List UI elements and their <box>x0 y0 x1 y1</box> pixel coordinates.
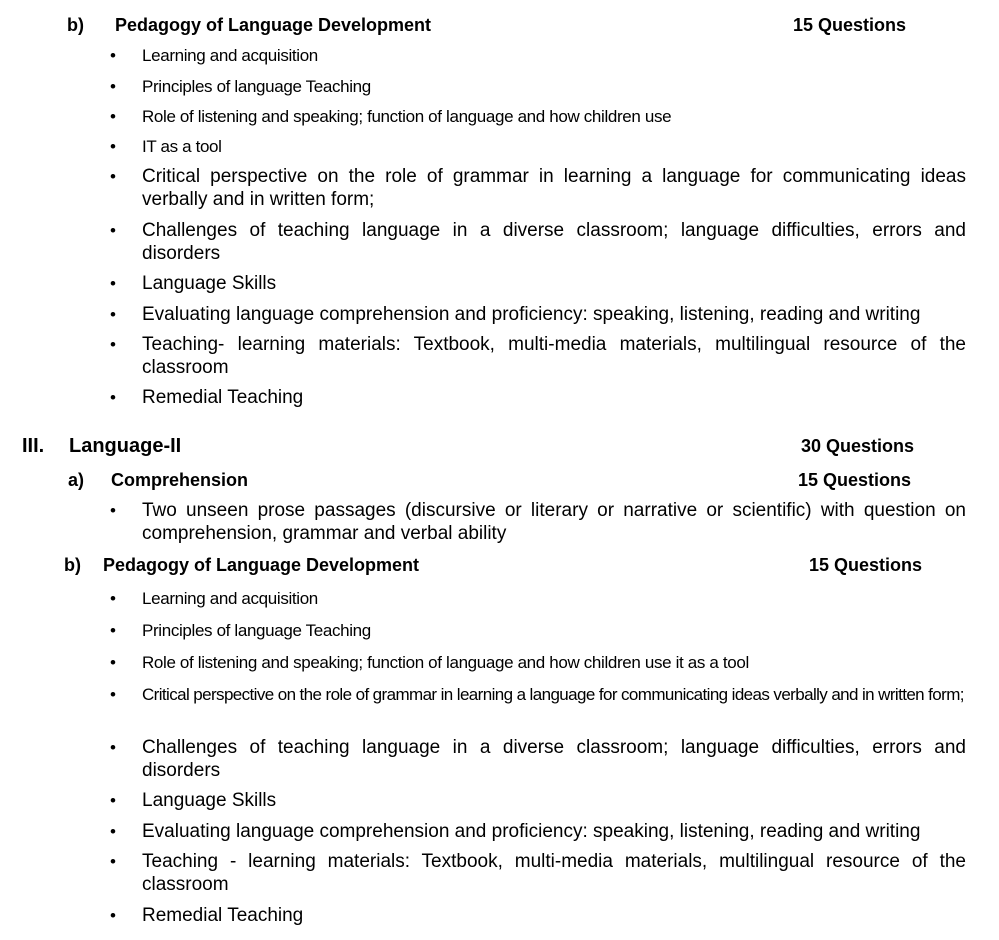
list-item-text: Evaluating language comprehension and proficiency: speaking, listening, reading and writing <box>142 821 921 842</box>
part-b-title: Pedagogy of Language Development <box>103 555 420 575</box>
list-item-text: Remedial Teaching <box>142 387 304 408</box>
list-item-text: Evaluating language comprehension and proficiency: speaking, listening, reading and writing <box>142 304 921 325</box>
list-item-text: Principles of language Teaching <box>142 621 371 640</box>
list-item-text: Teaching- learning materials: Textbook, multi-media materials, multilingual resource of the classroom <box>142 334 966 378</box>
part-a-question-count: 15 Questions <box>798 470 912 490</box>
list-item-text: Two unseen prose passages (discursive or literary or narrative or scientific) with question on comprehension, grammar and verbal ability <box>142 500 966 544</box>
bullet-icon: • <box>110 274 116 293</box>
list-item-text: Critical perspective on the role of grammar in learning a language for communicating ideas verbally and in written form; <box>142 166 966 210</box>
bullet-icon: • <box>110 221 116 240</box>
bullet-icon: • <box>110 589 116 608</box>
list-item-text: Language Skills <box>142 273 277 294</box>
bullet-icon: • <box>110 167 116 186</box>
bullet-icon: • <box>110 46 116 65</box>
section-b-question-count: 15 Questions <box>793 15 907 35</box>
bullet-icon: • <box>110 906 116 925</box>
bullet-icon: • <box>110 388 116 407</box>
part-a-title: Comprehension <box>111 470 249 490</box>
bullet-icon: • <box>110 335 116 354</box>
section-iii-question-count: 30 Questions <box>801 436 915 456</box>
list-item-text: Challenges of teaching language in a diverse classroom; language difficulties, errors and disorders <box>142 220 966 264</box>
section-b-title: Pedagogy of Language Development <box>115 15 432 35</box>
bullet-icon: • <box>110 107 116 126</box>
list-item-text: Learning and acquisition <box>142 46 318 65</box>
section-iii-numeral: III. <box>22 435 45 457</box>
list-item-text: Principles of language Teaching <box>142 77 371 96</box>
list-item-text: Teaching - learning materials: Textbook, multi-media materials, multilingual resource of the classroom <box>142 851 966 895</box>
list-item-text: Remedial Teaching <box>142 905 304 926</box>
section-iii-title: Language-II <box>69 435 182 457</box>
list-item-text: Critical perspective on the role of grammar in learning a language for communicating ideas verbally and in written form; <box>142 685 964 704</box>
part-a-label: a) <box>68 470 85 490</box>
list-item-text: Learning and acquisition <box>142 589 318 608</box>
bullet-icon: • <box>110 621 116 640</box>
list-item-text: Language Skills <box>142 790 277 811</box>
section-b-label: b) <box>67 15 84 35</box>
part-b-label: b) <box>64 555 81 575</box>
bullet-icon: • <box>110 852 116 871</box>
bullet-icon: • <box>110 791 116 810</box>
bullet-icon: • <box>110 738 116 757</box>
bullet-icon: • <box>110 77 116 96</box>
bullet-icon: • <box>110 501 116 520</box>
bullet-icon: • <box>110 685 116 704</box>
bullet-icon: • <box>110 305 116 324</box>
list-item-text: Challenges of teaching language in a diverse classroom; language difficulties, errors and disorders <box>142 737 966 781</box>
part-b-question-count: 15 Questions <box>809 555 923 575</box>
bullet-icon: • <box>110 137 116 156</box>
bullet-icon: • <box>110 653 116 672</box>
list-item-text: Role of listening and speaking; function of language and how children use <box>142 107 672 126</box>
bullet-icon: • <box>110 822 116 841</box>
list-item-text: Role of listening and speaking; function of language and how children use it as a tool <box>142 653 749 672</box>
list-item-text: IT as a tool <box>142 137 222 156</box>
